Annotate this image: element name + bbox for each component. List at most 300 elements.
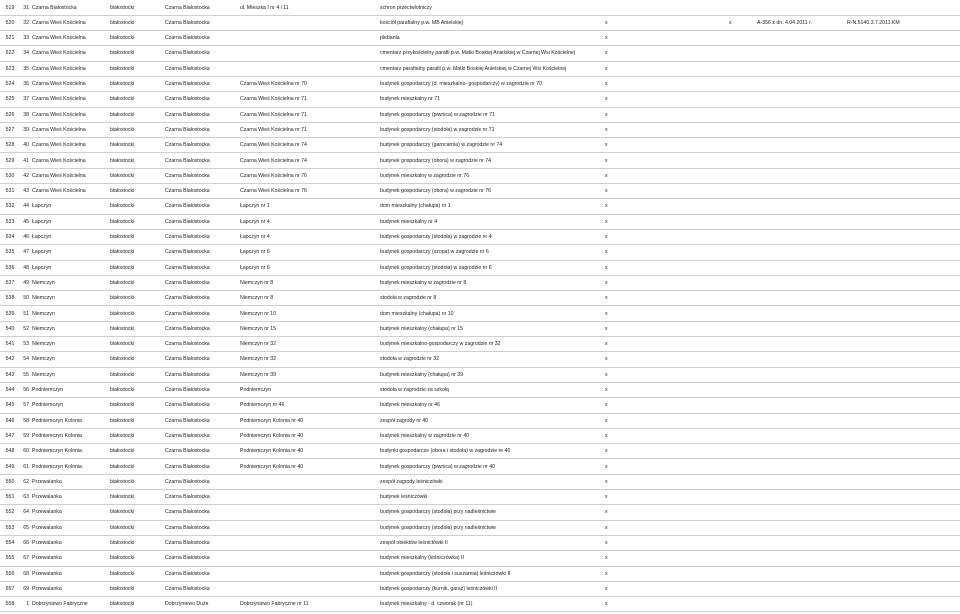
cell-x2: x: [729, 19, 732, 26]
cell-x: x: [605, 19, 608, 26]
cell-adr: Niemczyn nr 8: [240, 279, 274, 286]
cell-id: 548: [5, 448, 15, 455]
cell-town: Przewalanka: [32, 524, 62, 531]
cell-gm: Czarna Białostocka: [165, 356, 210, 363]
cell-pow: białostocki: [110, 81, 135, 87]
cell-town: Łapczyn: [32, 218, 52, 225]
table-row: [0, 1, 960, 16]
cell-pow: białostocki: [110, 509, 135, 516]
cell-adr: Łapczyn nr 4: [240, 218, 270, 225]
cell-x: x: [605, 188, 608, 195]
cell-town: Niemczyn: [32, 371, 55, 378]
table-row: [0, 337, 960, 352]
cell-lp: 32: [23, 19, 29, 26]
cell-town: Czarna Wieś Kościelna: [32, 172, 86, 179]
cell-x: x: [605, 371, 608, 378]
cell-pow: białostocki: [110, 264, 135, 271]
cell-town: Czarna Wieś Kościelna: [32, 19, 86, 26]
cell-x: x: [605, 448, 608, 455]
cell-x: x: [605, 249, 608, 256]
cell-pow: białostocki: [110, 142, 135, 149]
cell-x: x: [605, 570, 608, 577]
cell-pow: białostocki: [110, 188, 135, 195]
cell-pow: białostocki: [110, 234, 135, 240]
cell-gm: Czarna Białostocka: [165, 341, 210, 348]
cell-town: Niemczyn: [32, 295, 55, 302]
table-row: [0, 582, 960, 597]
table-row: [0, 567, 960, 582]
cell-x: x: [605, 478, 608, 485]
cell-gm: Czarna Białostocka: [165, 65, 210, 72]
cell-pow: białostocki: [110, 218, 135, 225]
cell-x: x: [605, 279, 608, 286]
cell-obj: budynek gospodarczy (obora) w zagrodzie nr 74: [380, 157, 492, 164]
cell-x: x: [605, 142, 608, 149]
cell-lp: 67: [23, 555, 29, 562]
cell-lp: 62: [23, 478, 29, 485]
cell-gm: Czarna Białostocka: [165, 96, 210, 103]
cell-x: x: [605, 540, 608, 546]
cell-gm: Czarna Białostocka: [165, 432, 210, 439]
cell-pow: białostocki: [110, 417, 135, 424]
cell-adr: Podniemczyn nr 46: [240, 402, 285, 409]
cell-x: x: [605, 172, 608, 179]
cell-obj: budynek mieszkalno-gospodarczy w zagrodzie nr 32: [380, 341, 501, 348]
cell-town: Niemczyn: [32, 279, 55, 286]
cell-town: Czarna Wieś Kościelna: [32, 81, 86, 87]
cell-town: Podniemczyn: [32, 402, 64, 409]
cell-id: 536: [5, 264, 15, 271]
cell-adr: Czarna Wieś Kościelna nr 70: [240, 81, 307, 87]
table-row: [0, 536, 960, 551]
cell-gm: Czarna Białostocka: [165, 310, 210, 317]
cell-adr: Czarna Wieś Kościelna nr 71: [240, 126, 307, 133]
cell-town: Niemczyn: [32, 325, 55, 332]
cell-lp: 63: [23, 494, 29, 501]
table-row: [0, 429, 960, 444]
cell-id: 532: [5, 203, 15, 210]
table-row: [0, 261, 960, 276]
cell-pow: białostocki: [110, 494, 135, 501]
cell-town: Łapczyn: [32, 203, 52, 210]
cell-x: x: [605, 310, 608, 317]
cell-obj: budynek mieszkalny - d. czworak (nr 11): [380, 601, 473, 608]
cell-id: 557: [5, 585, 15, 592]
cell-lp: 69: [23, 585, 29, 592]
cell-lp: 68: [23, 570, 29, 577]
cell-lp: 34: [23, 50, 29, 57]
cell-x: x: [605, 387, 608, 393]
cell-pow: białostocki: [110, 295, 135, 302]
cell-obj: budynek gospodarczy (stodoła i suszarnia) leśniczówki II: [380, 570, 511, 577]
cell-pow: białostocki: [110, 310, 135, 317]
cell-adr: Czarna Wieś Kościelna nr 76: [240, 172, 307, 179]
cell-obj: budynek mieszkalny nr 46: [380, 402, 440, 409]
cell-obj: budynek mieszkalny w zagrodzie nr 40: [380, 432, 470, 439]
cell-id: 554: [5, 540, 15, 546]
cell-pow: białostocki: [110, 35, 135, 42]
cell-gm: Czarna Białostocka: [165, 524, 210, 531]
cell-adr: Niemczyn nr 39: [240, 371, 277, 378]
cell-pow: białostocki: [110, 249, 135, 256]
cell-obj: budynek gospodarczy (d. mieszkalno- gospodarczy) w zagrodzie nr 70: [380, 81, 543, 87]
cell-lp: 60: [23, 448, 29, 455]
cell-town: Niemczyn: [32, 310, 55, 317]
cell-town: Niemczyn: [32, 341, 55, 348]
cell-pow: białostocki: [110, 172, 135, 179]
cell-town: Podniemczyn: [32, 387, 64, 393]
cell-ref2: R-N.5140.3.7.2011.KM: [847, 19, 900, 26]
cell-town: Czarna Wieś Kościelna: [32, 35, 86, 42]
cell-town: Łapczyn: [32, 249, 52, 256]
cell-gm: Czarna Białostocka: [165, 585, 210, 592]
cell-lp: 36: [23, 81, 29, 87]
cell-id: 552: [5, 509, 15, 516]
cell-gm: Czarna Białostocka: [165, 570, 210, 577]
cell-id: 558: [5, 601, 15, 608]
cell-obj: budynek gospodarczy (stodoła) w zagrodzie nr 71: [380, 126, 495, 133]
cell-id: 538: [5, 295, 15, 302]
cell-id: 537: [5, 279, 15, 286]
cell-adr: Dobrzyniewo Fabryczne nr 11: [240, 601, 309, 608]
cell-pow: białostocki: [110, 325, 135, 332]
cell-town: Czarna Wieś Kościelna: [32, 157, 86, 164]
cell-obj: plebania: [380, 35, 400, 42]
cell-x: x: [605, 126, 608, 133]
cell-gm: Czarna Białostocka: [165, 387, 210, 393]
cell-adr: Podniemczyn Kolonia nr 40: [240, 448, 304, 455]
cell-lp: 41: [23, 157, 29, 164]
cell-lp: 66: [23, 540, 29, 546]
cell-pow: białostocki: [110, 126, 135, 133]
cell-obj: budynek gospodarczy (piwnica) w zagrodzie nr 40: [380, 463, 496, 470]
cell-town: Czarna Wieś Kościelna: [32, 96, 86, 103]
cell-pow: białostocki: [110, 50, 135, 57]
cell-gm: Czarna Białostocka: [165, 35, 210, 42]
cell-obj: budynek mieszkalny nr 4: [380, 218, 438, 225]
cell-obj: budynek mieszkalny (chałupa) nr 15: [380, 325, 464, 332]
cell-gm: Czarna Białostocka: [165, 540, 210, 546]
cell-id: 520: [5, 19, 15, 26]
cell-id: 533: [5, 218, 15, 225]
cell-gm: Czarna Białostocka: [165, 218, 210, 225]
cell-pow: białostocki: [110, 585, 135, 592]
cell-adr: Podniemczyn Kolonia nr 40: [240, 432, 304, 439]
table-row: [0, 352, 960, 367]
cell-obj: budynek mieszkalny w zagrodzie nr 76: [380, 172, 470, 179]
cell-x: x: [605, 601, 608, 608]
cell-lp: 47: [23, 249, 29, 256]
cell-obj: stodoła w zagrodzie za szkołą: [380, 387, 449, 393]
cell-lp: 31: [23, 4, 29, 11]
cell-lp: 40: [23, 142, 29, 149]
cell-x: x: [605, 295, 608, 302]
cell-id: 521: [5, 35, 15, 42]
cell-lp: 48: [23, 264, 29, 271]
cell-x: x: [605, 111, 608, 118]
table-row: [0, 505, 960, 520]
cell-id: 545: [5, 402, 15, 409]
table-row: [0, 108, 960, 123]
cell-gm: Czarna Białostocka: [165, 555, 210, 562]
table-row: [0, 322, 960, 337]
cell-adr: Podniemczyn Kolonia nr 40: [240, 463, 304, 470]
cell-obj: dom mieszkalny (chałupa) nr 1: [380, 203, 451, 210]
cell-id: 528: [5, 142, 15, 149]
cell-pow: białostocki: [110, 356, 135, 363]
table-row: [0, 475, 960, 490]
cell-pow: białostocki: [110, 540, 135, 546]
cell-gm: Czarna Białostocka: [165, 264, 210, 271]
cell-ref: A-356 z dn. 4.04.2011 r.: [757, 19, 812, 26]
cell-lp: 51: [23, 310, 29, 317]
cell-gm: Czarna Białostocka: [165, 4, 210, 11]
table-row: [0, 444, 960, 459]
cell-adr: Niemczyn nr 32: [240, 341, 277, 348]
cell-lp: 58: [23, 417, 29, 424]
cell-id: 551: [5, 494, 15, 501]
cell-obj: budynek gospodarczy (stodoła) przy nadleśnictwie: [380, 524, 496, 531]
cell-lp: 61: [23, 463, 29, 470]
cell-adr: Czarna Wieś Kościelna nr 71: [240, 96, 307, 103]
table-row: [0, 77, 960, 92]
cell-id: 535: [5, 249, 15, 256]
cell-town: Niemczyn: [32, 356, 55, 363]
cell-adr: ul. Mieszka I nr 4 i 11: [240, 4, 289, 11]
cell-id: 534: [5, 234, 15, 240]
cell-lp: 44: [23, 203, 29, 210]
table-row: [0, 138, 960, 153]
table-row: [0, 383, 960, 398]
cell-gm: Czarna Białostocka: [165, 279, 210, 286]
cell-id: 529: [5, 157, 15, 164]
cell-gm: Czarna Białostocka: [165, 494, 210, 501]
cell-pow: białostocki: [110, 279, 135, 286]
cell-pow: białostocki: [110, 371, 135, 378]
cell-id: 524: [5, 81, 15, 87]
cell-town: Czarna Wieś Kościelna: [32, 126, 86, 133]
table-row: [0, 62, 960, 77]
cell-gm: Czarna Białostocka: [165, 417, 210, 424]
cell-pow: białostocki: [110, 341, 135, 348]
cell-id: 549: [5, 463, 15, 470]
cell-id: 553: [5, 524, 15, 531]
cell-adr: Niemczyn nr 15: [240, 325, 277, 332]
cell-id: 541: [5, 341, 15, 348]
cell-adr: Niemczyn nr 32: [240, 356, 277, 363]
cell-pow: białostocki: [110, 463, 135, 470]
cell-lp: 38: [23, 111, 29, 118]
cell-obj: budynek gospodarczy (obora) w zagrodzie nr 76: [380, 188, 492, 195]
cell-obj: budynek gospodarczy (stodoła) w zagrodzie nr 6: [380, 264, 492, 271]
cell-obj: budynki gospodarcze (obora i stodoła) w zagrodzie nr 40: [380, 448, 511, 455]
cell-lp: 35: [23, 65, 29, 72]
cell-id: 531: [5, 188, 15, 195]
cell-adr: Niemczyn nr 8: [240, 295, 274, 302]
cell-obj: budynek gospodarczy (kurnik, garaż) leśniczówki II: [380, 585, 498, 592]
cell-x: x: [605, 417, 608, 424]
table-row: [0, 215, 960, 230]
cell-town: Podniemczyn Kolonia: [32, 463, 82, 470]
cell-adr: Podniemczyn: [240, 387, 272, 393]
cell-pow: białostocki: [110, 111, 135, 118]
cell-adr: Łapczyn nr 1: [240, 203, 270, 210]
cell-town: Przewalanka: [32, 478, 62, 485]
cell-town: Przewalanka: [32, 494, 62, 501]
cell-gm: Czarna Białostocka: [165, 157, 210, 164]
table-row: [0, 276, 960, 291]
cell-id: 542: [5, 356, 15, 363]
cell-gm: Czarna Białostocka: [165, 509, 210, 516]
cell-pow: białostocki: [110, 96, 135, 103]
cell-obj: budynek gospodarczy (stodoła) w zagrodzie nr 4: [380, 234, 492, 240]
cell-adr: Łapczyn nr 4: [240, 234, 270, 240]
table-row: [0, 154, 960, 169]
cell-id: 530: [5, 172, 15, 179]
cell-pow: białostocki: [110, 601, 135, 608]
cell-gm: Czarna Białostocka: [165, 478, 210, 485]
cell-id: 525: [5, 96, 15, 103]
cell-lp: 46: [23, 234, 29, 240]
table-row: [0, 184, 960, 199]
cell-adr: Łapczyn nr 6: [240, 264, 270, 271]
cell-id: 547: [5, 432, 15, 439]
cell-adr: Czarna Wieś Kościelna nr 76: [240, 188, 307, 195]
cell-obj: stodoła w zagrodzie nr 8: [380, 295, 437, 302]
table-row: [0, 521, 960, 536]
cell-x: x: [605, 234, 608, 240]
cell-lp: 42: [23, 172, 29, 179]
cell-lp: 56: [23, 387, 29, 393]
cell-obj: budynek gospodarczy (piwnica) w zagrodzie nr 71: [380, 111, 496, 118]
cell-town: Czarna Wieś Kościelna: [32, 111, 86, 118]
cell-gm: Czarna Białostocka: [165, 142, 210, 149]
table-row: [0, 169, 960, 184]
cell-x: x: [605, 463, 608, 470]
cell-town: Przewalanka: [32, 509, 62, 516]
table-row: [0, 414, 960, 429]
cell-x: x: [605, 203, 608, 210]
cell-pow: białostocki: [110, 448, 135, 455]
cell-gm: Czarna Białostocka: [165, 325, 210, 332]
cell-obj: cmentarz parafialny parafii p.w. Matki Boskiej Anielskiej w Czarnej Wsi Kościelnej: [380, 65, 567, 72]
cell-obj: cmentarz przykościelny parafii p.w. Matki Boskiej Anielskiej w Czarnej Wsi Kościelnej: [380, 50, 575, 57]
cell-town: Przewalanka: [32, 540, 62, 546]
cell-id: 526: [5, 111, 15, 118]
cell-obj: budynek leśniczówki: [380, 494, 428, 501]
cell-gm: Czarna Białostocka: [165, 371, 210, 378]
cell-x: x: [605, 50, 608, 57]
cell-lp: 45: [23, 218, 29, 225]
table-row: [0, 16, 960, 31]
cell-town: Przewalanka: [32, 585, 62, 592]
cell-x: x: [605, 341, 608, 348]
cell-town: Łapczyn: [32, 234, 52, 240]
cell-id: 546: [5, 417, 15, 424]
cell-id: 540: [5, 325, 15, 332]
cell-town: Czarna Białostocka: [32, 4, 77, 11]
cell-id: 550: [5, 478, 15, 485]
cell-id: 543: [5, 371, 15, 378]
cell-lp: 1: [26, 601, 29, 608]
cell-pow: białostocki: [110, 203, 135, 210]
cell-id: 544: [5, 387, 15, 393]
table-row: [0, 92, 960, 107]
cell-town: Czarna Wieś Kościelna: [32, 142, 86, 149]
cell-x: x: [605, 432, 608, 439]
cell-adr: Niemczyn nr 10: [240, 310, 277, 317]
cell-id: 519: [5, 4, 15, 11]
cell-town: Podniemczyn Kolonia: [32, 448, 82, 455]
cell-x: x: [605, 402, 608, 409]
table-row: [0, 460, 960, 475]
cell-lp: 50: [23, 295, 29, 302]
cell-id: 539: [5, 310, 15, 317]
cell-town: Czarna Wieś Kościelna: [32, 65, 86, 72]
table-row: [0, 230, 960, 245]
cell-obj: stodoła w zagrodzie nr 32: [380, 356, 440, 363]
cell-lp: 49: [23, 279, 29, 286]
cell-pow: białostocki: [110, 157, 135, 164]
cell-x: x: [605, 81, 608, 87]
cell-obj: budynek mieszkalny (chałupa) nr 39: [380, 371, 464, 378]
cell-id: 556: [5, 570, 15, 577]
cell-adr: Podniemczyn Kolonia nr 40: [240, 417, 304, 424]
table-row: [0, 307, 960, 322]
cell-obj: schron przeciwlotniczy: [380, 4, 432, 11]
cell-adr: Czarna Wieś Kościelna nr 74: [240, 142, 307, 149]
cell-x: x: [605, 157, 608, 164]
cell-id: 522: [5, 50, 15, 57]
cell-obj: dom mieszkalny (chałupa) nr 10: [380, 310, 454, 317]
table-row: [0, 123, 960, 138]
cell-gm: Czarna Białostocka: [165, 203, 210, 210]
cell-x: x: [605, 494, 608, 501]
cell-adr: Czarna Wieś Kościelna nr 71: [240, 111, 307, 118]
cell-obj: budynek gospodarczy (szopa) w zagrodzie nr 6: [380, 249, 489, 256]
cell-x: x: [605, 555, 608, 562]
cell-x: x: [605, 35, 608, 42]
cell-town: Przewalanka: [32, 555, 62, 562]
cell-obj: zespół zagrody leśniczówki: [380, 478, 443, 485]
cell-town: Przewalanka: [32, 570, 62, 577]
cell-gm: Czarna Białostocka: [165, 19, 210, 26]
cell-town: Łapczyn: [32, 264, 52, 271]
cell-pow: białostocki: [110, 387, 135, 393]
cell-obj: budynek mieszkalny nr 71: [380, 96, 440, 103]
cell-gm: Czarna Białostocka: [165, 402, 210, 409]
cell-gm: Czarna Białostocka: [165, 81, 210, 87]
cell-x: x: [605, 585, 608, 592]
cell-x: x: [605, 524, 608, 531]
cell-gm: Czarna Białostocka: [165, 249, 210, 256]
cell-pow: białostocki: [110, 65, 135, 72]
cell-lp: 54: [23, 356, 29, 363]
cell-pow: białostocki: [110, 555, 135, 562]
cell-id: 523: [5, 65, 15, 72]
cell-lp: 37: [23, 96, 29, 103]
table-row: [0, 245, 960, 260]
table-row: [0, 291, 960, 306]
table-row: [0, 398, 960, 413]
table-row: [0, 31, 960, 46]
cell-gm: Czarna Białostocka: [165, 295, 210, 302]
cell-pow: białostocki: [110, 432, 135, 439]
cell-id: 555: [5, 555, 15, 562]
cell-pow: białostocki: [110, 524, 135, 531]
cell-lp: 55: [23, 371, 29, 378]
cell-obj: budynek gospodarczy (stodoła) przy nadleśnictwie: [380, 509, 496, 516]
